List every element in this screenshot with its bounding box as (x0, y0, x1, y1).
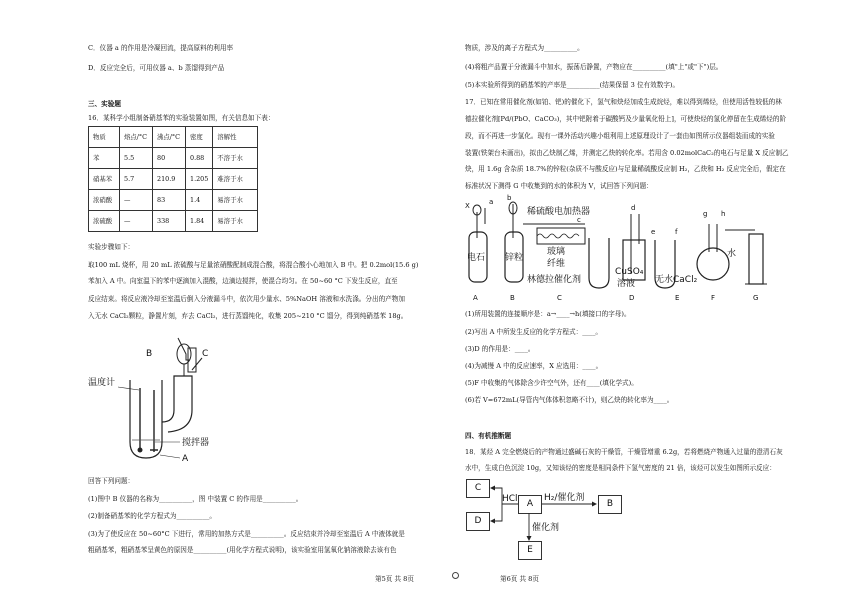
table-cell: 80 (153, 148, 186, 169)
answer-line: (3)为了使反应在 50~60°C 下进行，常用的加热方式是__________。反应结束并冷却至室温后 A 中液体就是 (88, 530, 405, 538)
label-catalyst-e: 催化剂 (532, 523, 560, 533)
table-cell: 易溶于水 (213, 211, 258, 232)
table-cell: 1.4 (186, 190, 213, 211)
label-water: 水 (727, 249, 737, 259)
label-catalyst: 林德拉催化剂 (527, 275, 582, 285)
table-cell: — (120, 190, 153, 211)
label-cacl2: 无水CaCl₂ (655, 275, 698, 285)
label-h2-catalyst: H₂/催化剂 (544, 493, 585, 503)
q17-sub: (3)D 的作用是：____。 (465, 345, 535, 353)
table-cell: 硝基苯 (89, 169, 120, 190)
step-line: 入无水 CaCl₂颗粒，静置片刻，弃去 CaCl₂，进行蒸馏纯化，收集 205~210 °C 馏分，得到纯硝基苯 18g。 (88, 312, 408, 320)
apparatus-letter: B (510, 294, 515, 302)
table-header: 溶解性 (213, 127, 258, 148)
table-header-row (89, 127, 258, 148)
label-h-port: h (721, 210, 726, 218)
table-cell: 5.5 (120, 148, 153, 169)
reaction-scheme-arrows (462, 476, 632, 566)
apparatus-letter: C (557, 294, 562, 302)
label-heater: 稀硫酸电加热器 (527, 207, 591, 217)
label-b: B (146, 349, 153, 359)
table-cell: 1.205 (186, 169, 213, 190)
table-row (89, 211, 258, 232)
question-17-line: 装置(铁架台未画出)，拟由乙炔制乙烯，并测定乙炔的转化率。若用含 0.02molCaC₂的电石与足量 X 反应制乙 (465, 149, 789, 157)
table-cell: 338 (153, 211, 186, 232)
label-thermometer: 温度计 (88, 378, 116, 388)
apparatus-letter: A (473, 294, 478, 302)
label-dianshi: 电石 (467, 253, 486, 263)
table-cell: 浓硝酸 (89, 190, 120, 211)
text-line: 物质，涉及的离子方程式为__________。 (465, 44, 584, 52)
label-solution: 溶液 (617, 279, 636, 289)
label-a: A (182, 454, 189, 464)
option-d: D．反应完全后，可用仪器 a、b 蒸馏得到产品 (88, 64, 225, 72)
question-17-line: 炔，用 1.6g 含杂质 18.7%的锌粒(杂质不与酸反应)与足量稀硫酸反应制 H₂，乙炔和 H₂ 反应完全后，假定在 (465, 165, 786, 173)
label-hcl: HCl (502, 494, 518, 504)
nitration-apparatus-figure (88, 330, 228, 465)
apparatus-letter: F (711, 294, 716, 302)
label-g-port: g (703, 210, 708, 218)
properties-table (88, 126, 258, 232)
apparatus-letter: G (753, 294, 759, 302)
scheme-box-b: B (598, 495, 622, 514)
label-glass: 玻璃 (547, 247, 566, 257)
table-header: 密度 (186, 127, 213, 148)
question-17-line: 17．已知在常用催化剂(如铂、钯)的催化下，氢气和炔烃加成生成烷烃，难以得到烯烃，但使用活性较低的林 (465, 98, 782, 106)
apparatus-letter: D (629, 294, 635, 302)
scheme-box-a: A (518, 495, 542, 514)
option-c: C．仪器 a 的作用是冷凝回流，提高原料的利用率 (88, 44, 234, 52)
table-row (89, 148, 258, 169)
question-16-stem: 16．某科学小组制备硝基苯的实验装置如图，有关信息如下表： (88, 114, 275, 122)
page-footer-right: 第6页 共 8页 (500, 575, 539, 583)
question-18-line: 18．某烃 A 完全燃烧后的产物通过盛碱石灰的干燥管，干燥管增重 6.2g，若将燃烧产物通入过量的澄清石灰 (465, 448, 783, 456)
question-17-line: 段，而不再进一步氢化。现有一课外活动兴趣小组利用上述原理设计了一套由如图所示仪器组装而成的实验 (465, 132, 775, 140)
q17-sub: (4)为减慢 A 中的反应速率，X 应选用：____。 (465, 362, 603, 370)
scheme-box-c: C (466, 479, 490, 498)
q17-sub: (1)所用装置的连接顺序是：a→____→h(填接口的字母)。 (465, 310, 631, 318)
binding-hole-icon (452, 572, 459, 579)
label-x: X (465, 202, 470, 210)
answer-line: (1)图中 B 仪器的名称为__________，图 中装置 C 的作用是__________。 (88, 495, 303, 503)
scheme-box-e: E (518, 541, 542, 560)
table-cell: 5.7 (120, 169, 153, 190)
q17-sub: (2)写出 A 中所发生反应的化学方程式：____。 (465, 328, 602, 336)
table-cell: 83 (153, 190, 186, 211)
table-row (89, 190, 258, 211)
answer-intro: 回答下列问题： (88, 477, 135, 485)
table-cell: 难溶于水 (213, 169, 258, 190)
answer-line: (2)制备硝基苯的化学方程式为__________。 (88, 512, 217, 520)
step-line: 反应结束。将反应液冷却至室温后倒入分液漏斗中，依次用少量水、5%NaOH 溶液和水洗涤。分出的产物加 (88, 295, 405, 303)
section-heading-organic: 四、有机推断题 (465, 432, 512, 440)
question-17-line: 德拉催化剂[Pd/(PbO、CaCO₃)，其中钯附着于碳酸钙及少量氧化铅上]，可使炔烃的氢化停留在生成烯烃的阶 (465, 115, 787, 123)
table-header: 物质 (89, 127, 120, 148)
apparatus-letter: E (675, 294, 680, 302)
table-cell: 1.84 (186, 211, 213, 232)
table-cell: — (120, 211, 153, 232)
question-18-line: 水中，生成白色沉淀 10g，又知该烃的密度是相同条件下氢气密度的 21 倍，该烃可以发生如图所示反应： (465, 464, 776, 472)
table-header: 熔点/°C (120, 127, 153, 148)
steps-title: 实验步骤如下： (88, 243, 135, 251)
label-xinli: 锌粒 (505, 253, 524, 263)
label-a-port: a (489, 198, 494, 206)
step-line: 苯加入 A 中。向室温下的苯中逐滴加入混酸，边滴边搅拌，使混合均匀。在 50~60 °C 下发生反应，直至 (88, 277, 398, 285)
label-cuso4: CuSO₄ (615, 267, 644, 277)
label-f-port: f (675, 228, 678, 236)
label-stirrer: 搅拌器 (182, 438, 210, 448)
table-cell: 不溶于水 (213, 148, 258, 169)
q17-sub: (5)F 中收集的气体除含少许空气外，还有____(填化学式)。 (465, 379, 638, 387)
scheme-box-d: D (466, 512, 490, 531)
question-17-line: 标准状况下测得 G 中收集到的水的体积为 V，试回答下列问题： (465, 182, 653, 190)
table-cell: 易溶于水 (213, 190, 258, 211)
label-c-port: c (577, 216, 581, 224)
label-b-port: b (507, 194, 512, 202)
answer-line: 粗硝基苯，粗硝基苯呈黄色的原因是__________(用化学方程式说明)，该实验室用氢氧化钠溶液除去该有色 (88, 546, 397, 554)
label-c: C (202, 349, 209, 359)
table-header: 沸点/°C (153, 127, 186, 148)
acetylene-apparatus-figure (465, 194, 775, 304)
table-cell: 苯 (89, 148, 120, 169)
text-line: (5)本实验所得到的硝基苯的产率是__________(结果保留 3 位有效数字)。 (465, 81, 680, 89)
table-cell: 浓硫酸 (89, 211, 120, 232)
table-cell: 0.88 (186, 148, 213, 169)
table-cell: 210.9 (153, 169, 186, 190)
section-heading-experiment: 三、实验题 (88, 100, 121, 108)
label-e-port: e (651, 228, 656, 236)
table-row (89, 169, 258, 190)
step-line: 取100 mL 烧杯，用 20 mL 浓硫酸与足量浓硝酸配制成混合酸，将混合酸小心地加入 B 中。把 0.2mol(15.6 g) (88, 261, 419, 269)
q17-sub: (6)若 V=672mL(导管内气体体积忽略不计)，则乙炔的转化率为____。 (465, 396, 674, 404)
text-line: (4)将粗产品置于分液漏斗中加水，振荡后静置，产物应在__________(填"上"或"下")层。 (465, 63, 723, 71)
label-fiber: 纤维 (547, 259, 566, 269)
label-d-port: d (631, 204, 636, 212)
page-footer-left: 第5页 共 8页 (375, 575, 414, 583)
